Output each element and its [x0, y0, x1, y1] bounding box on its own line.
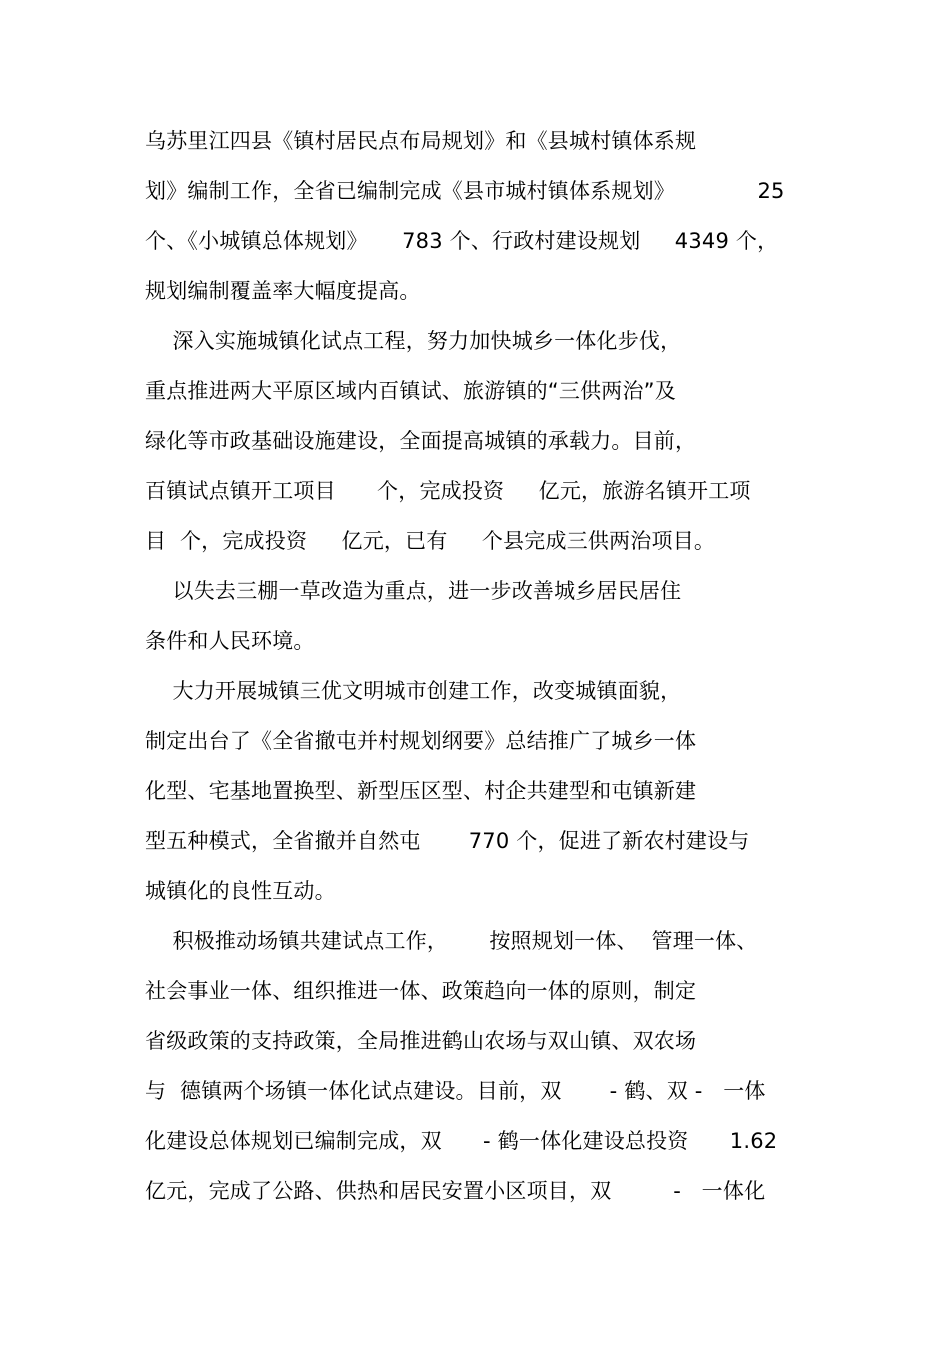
text-line: 条件和人民环境。: [145, 629, 315, 653]
text-line: 重点推进两大平原区域内百镇试、旅游镇的“三供两治”及: [145, 379, 676, 403]
text-line: 化型、宅基地置换型、新型压区型、村企共建型和屯镇新建: [145, 779, 697, 803]
text-line: 亿元，完成了公路、供热和居民安置小区项目，双 - 一体化: [145, 1179, 766, 1203]
text-line: 制定出台了《全省撤屯并村规划纲要》总结推广了城乡一体: [145, 729, 697, 753]
text-line: 化建设总体规划已编制完成，双 - 鹤一体化建设总投资 1.62: [145, 1129, 778, 1153]
text-line: 乌苏里江四县《镇村居民点布局规划》和《县城村镇体系规: [145, 129, 697, 153]
text-line: 百镇试点镇开工项目 个，完成投资 亿元，旅游名镇开工项: [145, 479, 751, 503]
text-line: 积极推动场镇共建试点工作， 按照规划一体、 管理一体、: [145, 929, 758, 953]
text-line: 绿化等市政基础设施建设，全面提高城镇的承载力。目前，: [145, 429, 697, 453]
text-line: 个、《小城镇总体规划》 783 个、行政村建设规划 4349 个，: [145, 229, 779, 253]
text-line: 城镇化的良性互动。: [145, 879, 336, 903]
text-line: 大力开展城镇三优文明城市创建工作，改变城镇面貌，: [145, 679, 682, 703]
text-line: 型五种模式，全省撤并自然屯 770 个，促进了新农村建设与: [145, 829, 750, 853]
text-line: 社会事业一体、组织推进一体、政策趋向一体的原则，制定: [145, 979, 697, 1003]
text-line: 与 德镇两个场镇一体化试点建设。目前，双 - 鹤、双 - 一体: [145, 1079, 766, 1103]
text-line: 以失去三棚一草改造为重点，进一步改善城乡居民居住: [145, 579, 682, 603]
text-line: 规划编制覆盖率大幅度提高。: [145, 279, 421, 303]
text-line: 省级政策的支持政策，全局推进鹤山农场与双山镇、双农场: [145, 1029, 697, 1053]
text-line: 划》编制工作，全省已编制完成《县市城村镇体系规划》 25: [145, 179, 785, 203]
text-line: 目 个，完成投资 亿元，已有 个县完成三供两治项目。: [145, 529, 716, 553]
text-line: 深入实施城镇化试点工程，努力加快城乡一体化步伐，: [145, 329, 682, 353]
